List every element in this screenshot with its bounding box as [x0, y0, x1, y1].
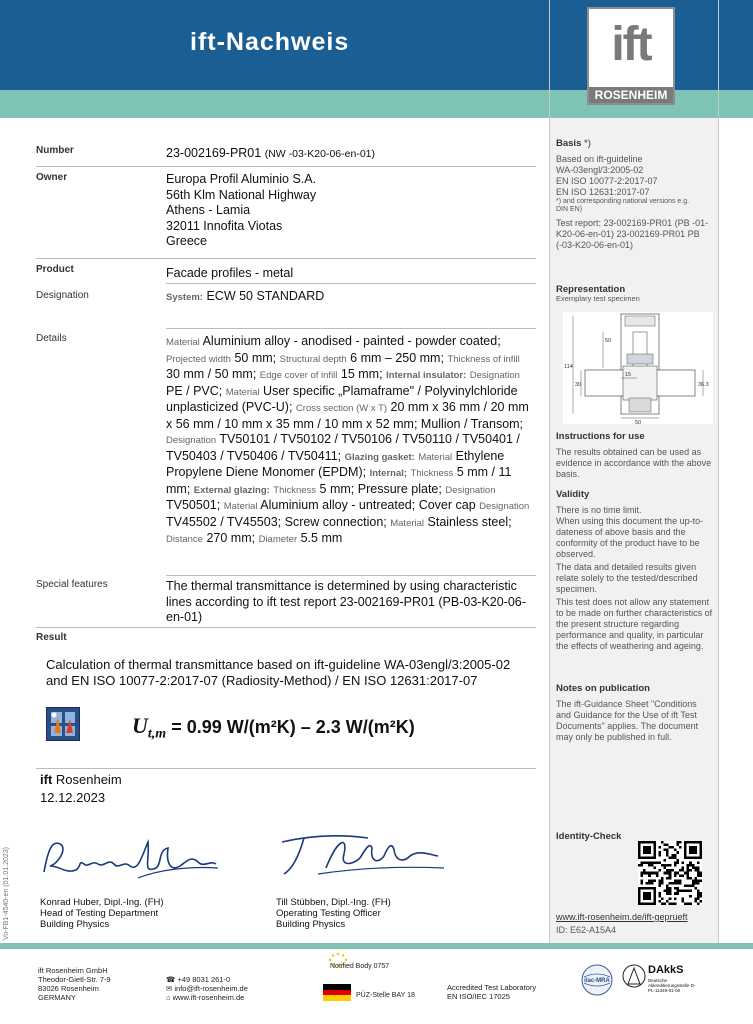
product-label: Product	[36, 264, 74, 275]
basis-line: WA-03engl/3:2005-02	[556, 165, 644, 175]
detail-value: Stainless steel;	[427, 514, 512, 529]
detail-value: 30 mm / 50 mm;	[166, 367, 257, 381]
details-label: Details	[36, 333, 67, 344]
basis-star: *)	[584, 138, 591, 149]
detail-key: Cross section (W x T)	[295, 403, 388, 414]
issue-date: 12.12.2023	[40, 790, 106, 805]
u-symbol: U	[132, 713, 148, 738]
detail-value: Aluminium alloy - untreated; Cover cap	[260, 498, 476, 512]
row-divider	[166, 575, 536, 576]
identity-id: ID: E62-A15A4	[556, 925, 617, 935]
instructions-title: Instructions for use	[556, 431, 645, 442]
sidebar-instructions	[556, 431, 714, 480]
row-divider	[36, 258, 536, 259]
detail-key: Material	[418, 451, 453, 463]
owner-line: Europa Profil Aluminio S.A.	[166, 172, 317, 186]
address-line: ift Rosenheim GmbH	[38, 966, 108, 975]
detail-value: Pressure plate;	[357, 481, 442, 496]
validity-title: Validity	[556, 489, 590, 500]
owner-label: Owner	[36, 172, 68, 183]
owner-line: 32011 Innofita Viotas	[166, 218, 283, 233]
dim-114: 114	[564, 364, 573, 370]
owner-address	[166, 172, 316, 250]
qr-code[interactable]	[638, 841, 702, 905]
validity-text: When using this document the up-to-dateness of above basis and the conformity of the product have to be observed.	[556, 516, 704, 559]
identity-url-link[interactable]: www.ift-rosenheim.de/ift-geprueft	[556, 912, 688, 922]
detail-key: Distance	[166, 534, 203, 545]
dakks-text: DAkkS	[648, 964, 684, 976]
special-features-label: Special features	[36, 579, 108, 590]
german-flag-icon	[323, 984, 351, 1001]
detail-heading: Internal insulator:	[386, 370, 467, 381]
sidebar-divider-left	[549, 0, 550, 946]
detail-value: Aluminium alloy - anodised - painted - powder coated;	[202, 334, 501, 348]
accreditation-line: EN ISO/IEC 17025	[447, 992, 510, 1001]
detail-key: Projected width	[166, 353, 231, 365]
signature-stuebben	[278, 828, 448, 893]
footer-contact	[166, 975, 248, 1002]
mail-icon: ✉	[166, 984, 173, 993]
detail-key: Material	[166, 337, 200, 348]
result-text: Calculation of thermal transmittance based on ift-guideline WA-03engl/3:2005-02 and EN ISO 10077-2:2017-07 (Radiosity-Method) / EN ISO 12631:2017-07	[46, 657, 511, 688]
issuer-rest: Rosenheim	[52, 772, 122, 787]
detail-heading: Glazing gasket:	[344, 451, 415, 463]
dim-36-3: 36.3	[698, 382, 709, 388]
system-label: System:	[166, 292, 203, 303]
detail-value: 270 mm;	[206, 531, 256, 545]
details-text	[166, 334, 534, 548]
detail-value: 5 mm / 11 mm;	[166, 465, 512, 496]
ilac-text: ilac-MRA	[584, 978, 610, 984]
system-value: ECW 50 STANDARD	[206, 289, 325, 303]
dim-50-bottom: 50	[635, 420, 642, 424]
number-label: Number	[36, 145, 74, 156]
dakks-logo	[622, 964, 700, 1002]
detail-value: 20 mm x 36 mm / 20 mm x 56 mm / 10 mm x 35 mm / 10 mm x 52 mm; Mullion / Transom;	[166, 400, 529, 431]
address-line: Theodor-Gietl-Str. 7-9	[38, 975, 111, 984]
notes-text: The ift-Guidance Sheet "Conditions and Guidance for the Use of ift Test Documents" applies. The document may only be published in full.	[556, 699, 699, 742]
dakks-subtext: Deutsche Akkreditierungsstelle D-PL-11349-01-00	[648, 978, 696, 993]
designation-label: Designation	[36, 290, 89, 301]
detail-value: 6 mm – 250 mm;	[350, 350, 444, 365]
result-label: Result	[36, 632, 67, 643]
address-line: GERMANY	[38, 993, 76, 1002]
page-title: ift-Nachweis	[190, 28, 350, 56]
sidebar-notes	[556, 683, 714, 743]
detail-key: Material	[390, 517, 425, 529]
detail-value: PE / PVC;	[166, 383, 223, 398]
dim-15: 15	[625, 372, 632, 378]
detail-key: Material	[223, 501, 258, 512]
window-thermal-icon	[46, 707, 80, 741]
issuer-org	[40, 772, 122, 787]
signatory-role: Operating Testing Officer	[276, 908, 381, 919]
signatory-2	[276, 897, 391, 930]
signatory-dept: Building Physics	[276, 919, 346, 930]
u-subscript: t,m	[147, 726, 167, 742]
detail-value: 15 mm;	[340, 367, 383, 381]
detail-value: Ethylene Propylene Diene Monomer (EPDM);	[166, 448, 505, 479]
product-value: Facade profiles - metal	[166, 266, 294, 280]
footer-teal-band	[0, 943, 753, 949]
signatory-dept: Building Physics	[40, 919, 110, 930]
notified-body: Notified Body 0757	[330, 963, 390, 970]
owner-line: Athens - Lamia	[166, 203, 251, 217]
footer-address	[38, 966, 111, 1002]
signatory-name: Till Stübben, Dipl.-Ing. (FH)	[276, 897, 391, 908]
detail-key: Thickness of infill	[447, 353, 520, 365]
number-main: 23-002169-PR01	[166, 146, 262, 160]
basis-line: EN ISO 10077-2:2017-07	[556, 176, 658, 186]
validity-text: This test does not allow any statement to be made on further characteristics of the present structure regarding performance and quality, in particular the effects of weathering and ageing.	[556, 597, 713, 651]
row-divider	[166, 328, 536, 329]
owner-line: 56th Klm National Highway	[166, 187, 317, 202]
result-formula	[132, 713, 415, 743]
u-value: = 0.99 W/(m²K) – 2.3 W/(m²K)	[171, 717, 415, 737]
number-value	[166, 146, 375, 163]
detail-key: Designation	[479, 501, 530, 512]
basis-line: Based on ift-guideline	[556, 154, 643, 164]
representation-subtitle: Exemplary test specimen	[556, 294, 640, 303]
detail-value: User specific „Plamaframe" / Polyvinylchloride unplasticized (PVC-U);	[166, 383, 518, 414]
signature-huber	[38, 830, 228, 895]
sidebar-representation	[556, 284, 714, 303]
basis-line: EN ISO 12631:2017-07	[556, 187, 650, 197]
detail-key: Material	[225, 386, 260, 398]
issuer-bold: ift	[40, 772, 53, 787]
signatory-name: Konrad Huber, Dipl.-Ing. (FH)	[40, 897, 164, 908]
logo-subtitle: ROSENHEIM	[589, 87, 673, 103]
validity-text: There is no time limit.	[556, 505, 642, 515]
puez-stelle: PÜZ-Stelle BAY 18	[356, 992, 415, 999]
signatory-role: Head of Testing Department	[40, 908, 159, 919]
phone-icon: ☎	[166, 975, 176, 984]
instructions-text: The results obtained can be used as evidence in accordance with the above basis.	[556, 447, 712, 479]
sidebar-basis	[556, 138, 714, 251]
sidebar-validity	[556, 489, 714, 652]
test-report: Test report: 23-002169-PR01 (PB -01-K20-06-en-01) 23-002169-PR01 PB (-03-K20-06-en-01)	[556, 218, 709, 250]
detail-value: TV50101 / TV50102 / TV50106 / TV50110 / TV50401 / TV50403 / TV50406 / TV50411;	[166, 432, 520, 463]
owner-line: Greece	[166, 234, 207, 248]
dim-50-top: 50	[605, 338, 612, 344]
designation-value	[166, 289, 324, 306]
dim-30: 30	[575, 382, 582, 388]
detail-value: 5.5 mm	[300, 531, 343, 545]
identity-check-title: Identity-Check	[556, 831, 622, 842]
detail-value: 50 mm;	[234, 350, 277, 365]
detail-key: Thickness	[410, 468, 454, 479]
logo-word: ift	[611, 18, 651, 71]
row-divider	[36, 166, 536, 167]
form-code: Vo-FB1-4540-en (01.01.2023)	[3, 846, 10, 940]
signatory-1	[40, 897, 164, 930]
detail-heading: External glazing:	[193, 484, 270, 496]
detail-key: Thickness	[273, 484, 317, 496]
accreditation	[447, 983, 536, 1001]
detail-heading: Internal;	[369, 468, 408, 479]
row-divider	[36, 627, 536, 628]
sidebar-divider-right	[718, 0, 719, 946]
address-line: 83026 Rosenheim	[38, 984, 99, 993]
validity-text: The data and detailed results given relate solely to the tested/described specimen.	[556, 562, 698, 594]
basis-title: Basis	[556, 138, 582, 149]
detail-key: Designation	[469, 370, 520, 381]
row-divider	[36, 768, 536, 769]
representation-title: Representation	[556, 284, 626, 295]
detail-value: 5 mm;	[319, 481, 355, 496]
specimen-drawing	[563, 312, 713, 424]
phone-number: +49 8031 261-0	[177, 975, 231, 984]
detail-value: TV50501;	[166, 498, 221, 512]
website-link[interactable]: www.ift-rosenheim.de	[172, 993, 245, 1002]
detail-key: Edge cover of infill	[259, 370, 338, 381]
web-icon: ⌂	[166, 993, 171, 1002]
notes-title: Notes on publication	[556, 683, 650, 694]
basis-note: *) and corresponding national versions e.g. DIN EN)	[556, 198, 690, 213]
detail-key: Designation	[445, 484, 496, 496]
detail-key: Designation	[166, 435, 217, 446]
ift-logo	[587, 7, 675, 105]
detail-key: Diameter	[258, 534, 298, 545]
special-features-value: The thermal transmittance is determined by using characteristic lines according to ift test report 23-002169-PR01 (PB-03-K20-06-en-01)	[166, 579, 526, 624]
ilac-mra-logo	[580, 963, 614, 997]
accreditation-line: Accredited Test Laboratory	[447, 983, 537, 992]
detail-value: TV45502 / TV45503; Screw connection;	[166, 514, 387, 529]
detail-key: Structural depth	[279, 353, 347, 365]
number-suffix: (NW -03-K20-06-en-01)	[264, 148, 375, 160]
email-link[interactable]: info@ift-rosenheim.de	[174, 984, 248, 993]
row-divider	[166, 283, 536, 284]
